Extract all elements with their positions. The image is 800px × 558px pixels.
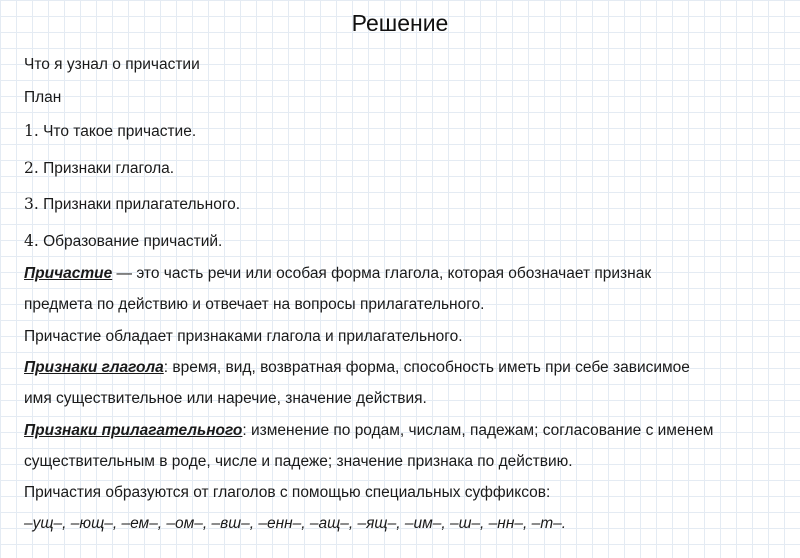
verb-features-term: Признаки глагола	[24, 359, 164, 376]
definition-line-1	[24, 265, 651, 283]
verb-features-line-2: имя существительное или наречие, значение действия.	[24, 390, 427, 407]
page-title: Решение	[351, 10, 449, 36]
adj-features-text: : изменение по родам, числам, падежам; согласование с именем	[242, 422, 714, 439]
plan-item-number: 4.	[24, 232, 39, 250]
formation: Причастия образуются от глаголов с помощью специальных суффиксов:	[24, 484, 551, 501]
suffix-list: –ущ–, –ющ–, –ем–, –ом–, –вш–, –енн–, –ащ–, –ящ–, –им–, –ш–, –нн–, –т–.	[24, 515, 567, 532]
adj-features-term: Признаки прилагательного	[24, 422, 243, 439]
plan-item-text: Что такое причастие.	[38, 123, 197, 140]
plan-item-number: 2.	[24, 159, 39, 177]
plan-item	[24, 195, 240, 214]
plan-item-text: Образование причастий.	[38, 233, 223, 250]
plan-label: План	[24, 89, 62, 106]
definition-line-2: предмета по действию и отвечает на вопросы прилагательного.	[24, 296, 485, 313]
heading: Что я узнал о причастии	[24, 56, 200, 73]
plan-item	[24, 122, 196, 141]
plan-item-number: 3.	[24, 195, 39, 213]
plan-item	[24, 159, 174, 178]
definition-term: Причастие	[24, 265, 113, 282]
plan-item-text: Признаки глагола.	[38, 160, 175, 177]
plan-item-number: 1.	[24, 122, 39, 140]
plan-item-text: Признаки прилагательного.	[38, 196, 241, 213]
verb-features-line-1	[24, 359, 690, 377]
adj-features-line-2: существительным в роде, числе и падеже; значение признака по действию.	[24, 453, 573, 470]
plan-item	[24, 232, 222, 251]
definition-text: — это часть речи или особая форма глагола, которая обозначает признак	[112, 265, 652, 282]
summary: Причастие обладает признаками глагола и прилагательного.	[24, 328, 463, 345]
adj-features-line-1	[24, 422, 713, 440]
verb-features-text: : время, вид, возвратная форма, способность иметь при себе зависимое	[163, 359, 690, 376]
